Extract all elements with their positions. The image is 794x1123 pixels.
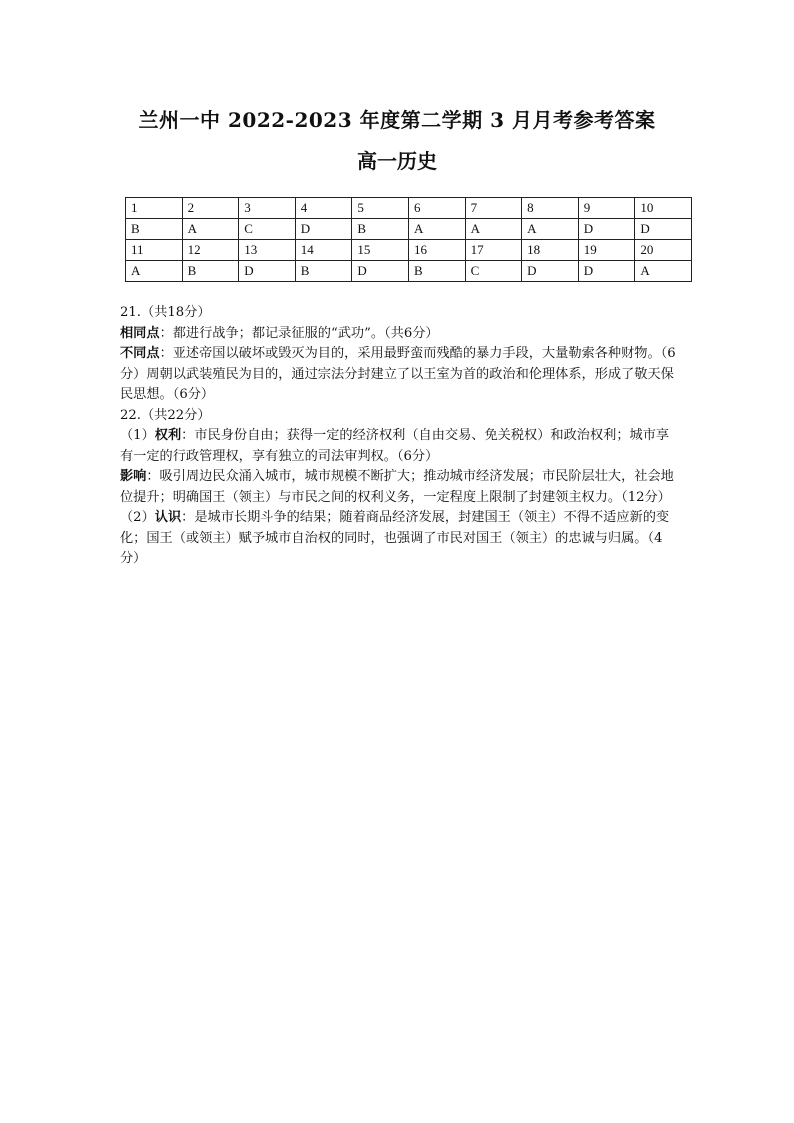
document-subtitle: 高一历史 xyxy=(357,149,437,173)
table-cell: 6 xyxy=(408,198,465,219)
table-cell: 13 xyxy=(239,240,296,261)
q21-heading: 21.（共18分） xyxy=(120,305,211,320)
table-cell: A xyxy=(635,261,692,282)
document-title: 兰州一中 2022-2023 年度第二学期 3 月月考参考答案 xyxy=(138,108,656,132)
table-cell: 1 xyxy=(126,198,183,219)
table-cell: 3 xyxy=(239,198,296,219)
table-row xyxy=(126,219,692,240)
table-cell: 4 xyxy=(295,198,352,219)
q21-diff-text: ：亚述帝国以破坏或毁灭为目的，采用最野蛮而残酷的暴力手段，大量勒索各种财物。（6分）周朝以武装殖民为目的，通过宗法分封建立了以王室为首的政治和伦理体系，形成了敬天保民思想。（6分） xyxy=(120,346,676,402)
table-row xyxy=(126,198,692,219)
q22-p3-text: ：是城市长期斗争的结果；随着商品经济发展，封建国王（领主）不得不适应新的变化；国王（或领主）赋予城市自治权的同时，也强调了市民对国王（领主）的忠诚与归属。（4分） xyxy=(120,510,670,566)
table-cell: 5 xyxy=(352,198,409,219)
q22-p1-text: ：市民身份自由；获得一定的经济权利（自由交易、免关税权）和政治权利；城市享有一定的行政管理权，享有独立的司法审判权。（6分） xyxy=(120,428,670,464)
q21-diff-label: 不同点 xyxy=(120,346,160,361)
q22-p1-label: 权利 xyxy=(154,428,182,443)
answer-table xyxy=(125,197,692,282)
table-cell: 10 xyxy=(635,198,692,219)
table-cell: 15 xyxy=(352,240,409,261)
table-cell: B xyxy=(352,219,409,240)
q21-same-paragraph xyxy=(120,324,680,345)
table-cell: B xyxy=(182,261,239,282)
table-cell: 9 xyxy=(578,198,635,219)
q22-p2-label: 影响 xyxy=(120,469,147,484)
table-cell: D xyxy=(635,219,692,240)
table-cell: 17 xyxy=(465,240,522,261)
table-cell: C xyxy=(239,219,296,240)
q22-heading: 22.（共22分） xyxy=(120,407,211,423)
answer-content xyxy=(120,303,680,570)
table-cell: D xyxy=(522,261,579,282)
table-cell: A xyxy=(182,219,239,240)
table-cell: 8 xyxy=(522,198,579,219)
q22-p3-paragraph xyxy=(120,508,680,570)
table-cell: D xyxy=(352,261,409,282)
table-cell: 7 xyxy=(465,198,522,219)
table-cell: D xyxy=(239,261,296,282)
table-cell: 20 xyxy=(635,240,692,261)
table-cell: A xyxy=(126,261,183,282)
table-cell: 16 xyxy=(408,240,465,261)
table-cell: A xyxy=(408,219,465,240)
q22-p2-paragraph xyxy=(120,467,680,508)
table-cell: D xyxy=(578,219,635,240)
table-cell: 11 xyxy=(126,240,183,261)
q22-p1-prefix: （1） xyxy=(120,428,155,443)
table-cell: D xyxy=(295,219,352,240)
table-row xyxy=(126,261,692,282)
q22-p3-prefix: （2） xyxy=(120,510,155,525)
table-cell: D xyxy=(578,261,635,282)
table-cell: 2 xyxy=(182,198,239,219)
table-cell: B xyxy=(295,261,352,282)
q22-p1-paragraph xyxy=(120,426,680,467)
q21-same-label: 相同点 xyxy=(120,325,160,341)
table-cell: C xyxy=(465,261,522,282)
q22-p3-label: 认识 xyxy=(154,510,182,525)
table-cell: B xyxy=(126,219,183,240)
q21-same-text: ：都进行战争；都记录征服的“武功”。（共6分） xyxy=(159,325,439,341)
q21-diff-paragraph xyxy=(120,344,680,406)
table-cell: 19 xyxy=(578,240,635,261)
table-cell: 12 xyxy=(182,240,239,261)
table-cell: 14 xyxy=(295,240,352,261)
table-row xyxy=(126,240,692,261)
q22-p2-text: ：吸引周边民众涌入城市，城市规模不断扩大；推动城市经济发展；市民阶层壮大，社会地位提升；明确国王（领主）与市民之间的权利义务，一定程度上限制了封建领主权力。（12分） xyxy=(120,469,674,505)
table-cell: B xyxy=(408,261,465,282)
table-cell: 18 xyxy=(522,240,579,261)
table-cell: A xyxy=(465,219,522,240)
table-cell: A xyxy=(522,219,579,240)
